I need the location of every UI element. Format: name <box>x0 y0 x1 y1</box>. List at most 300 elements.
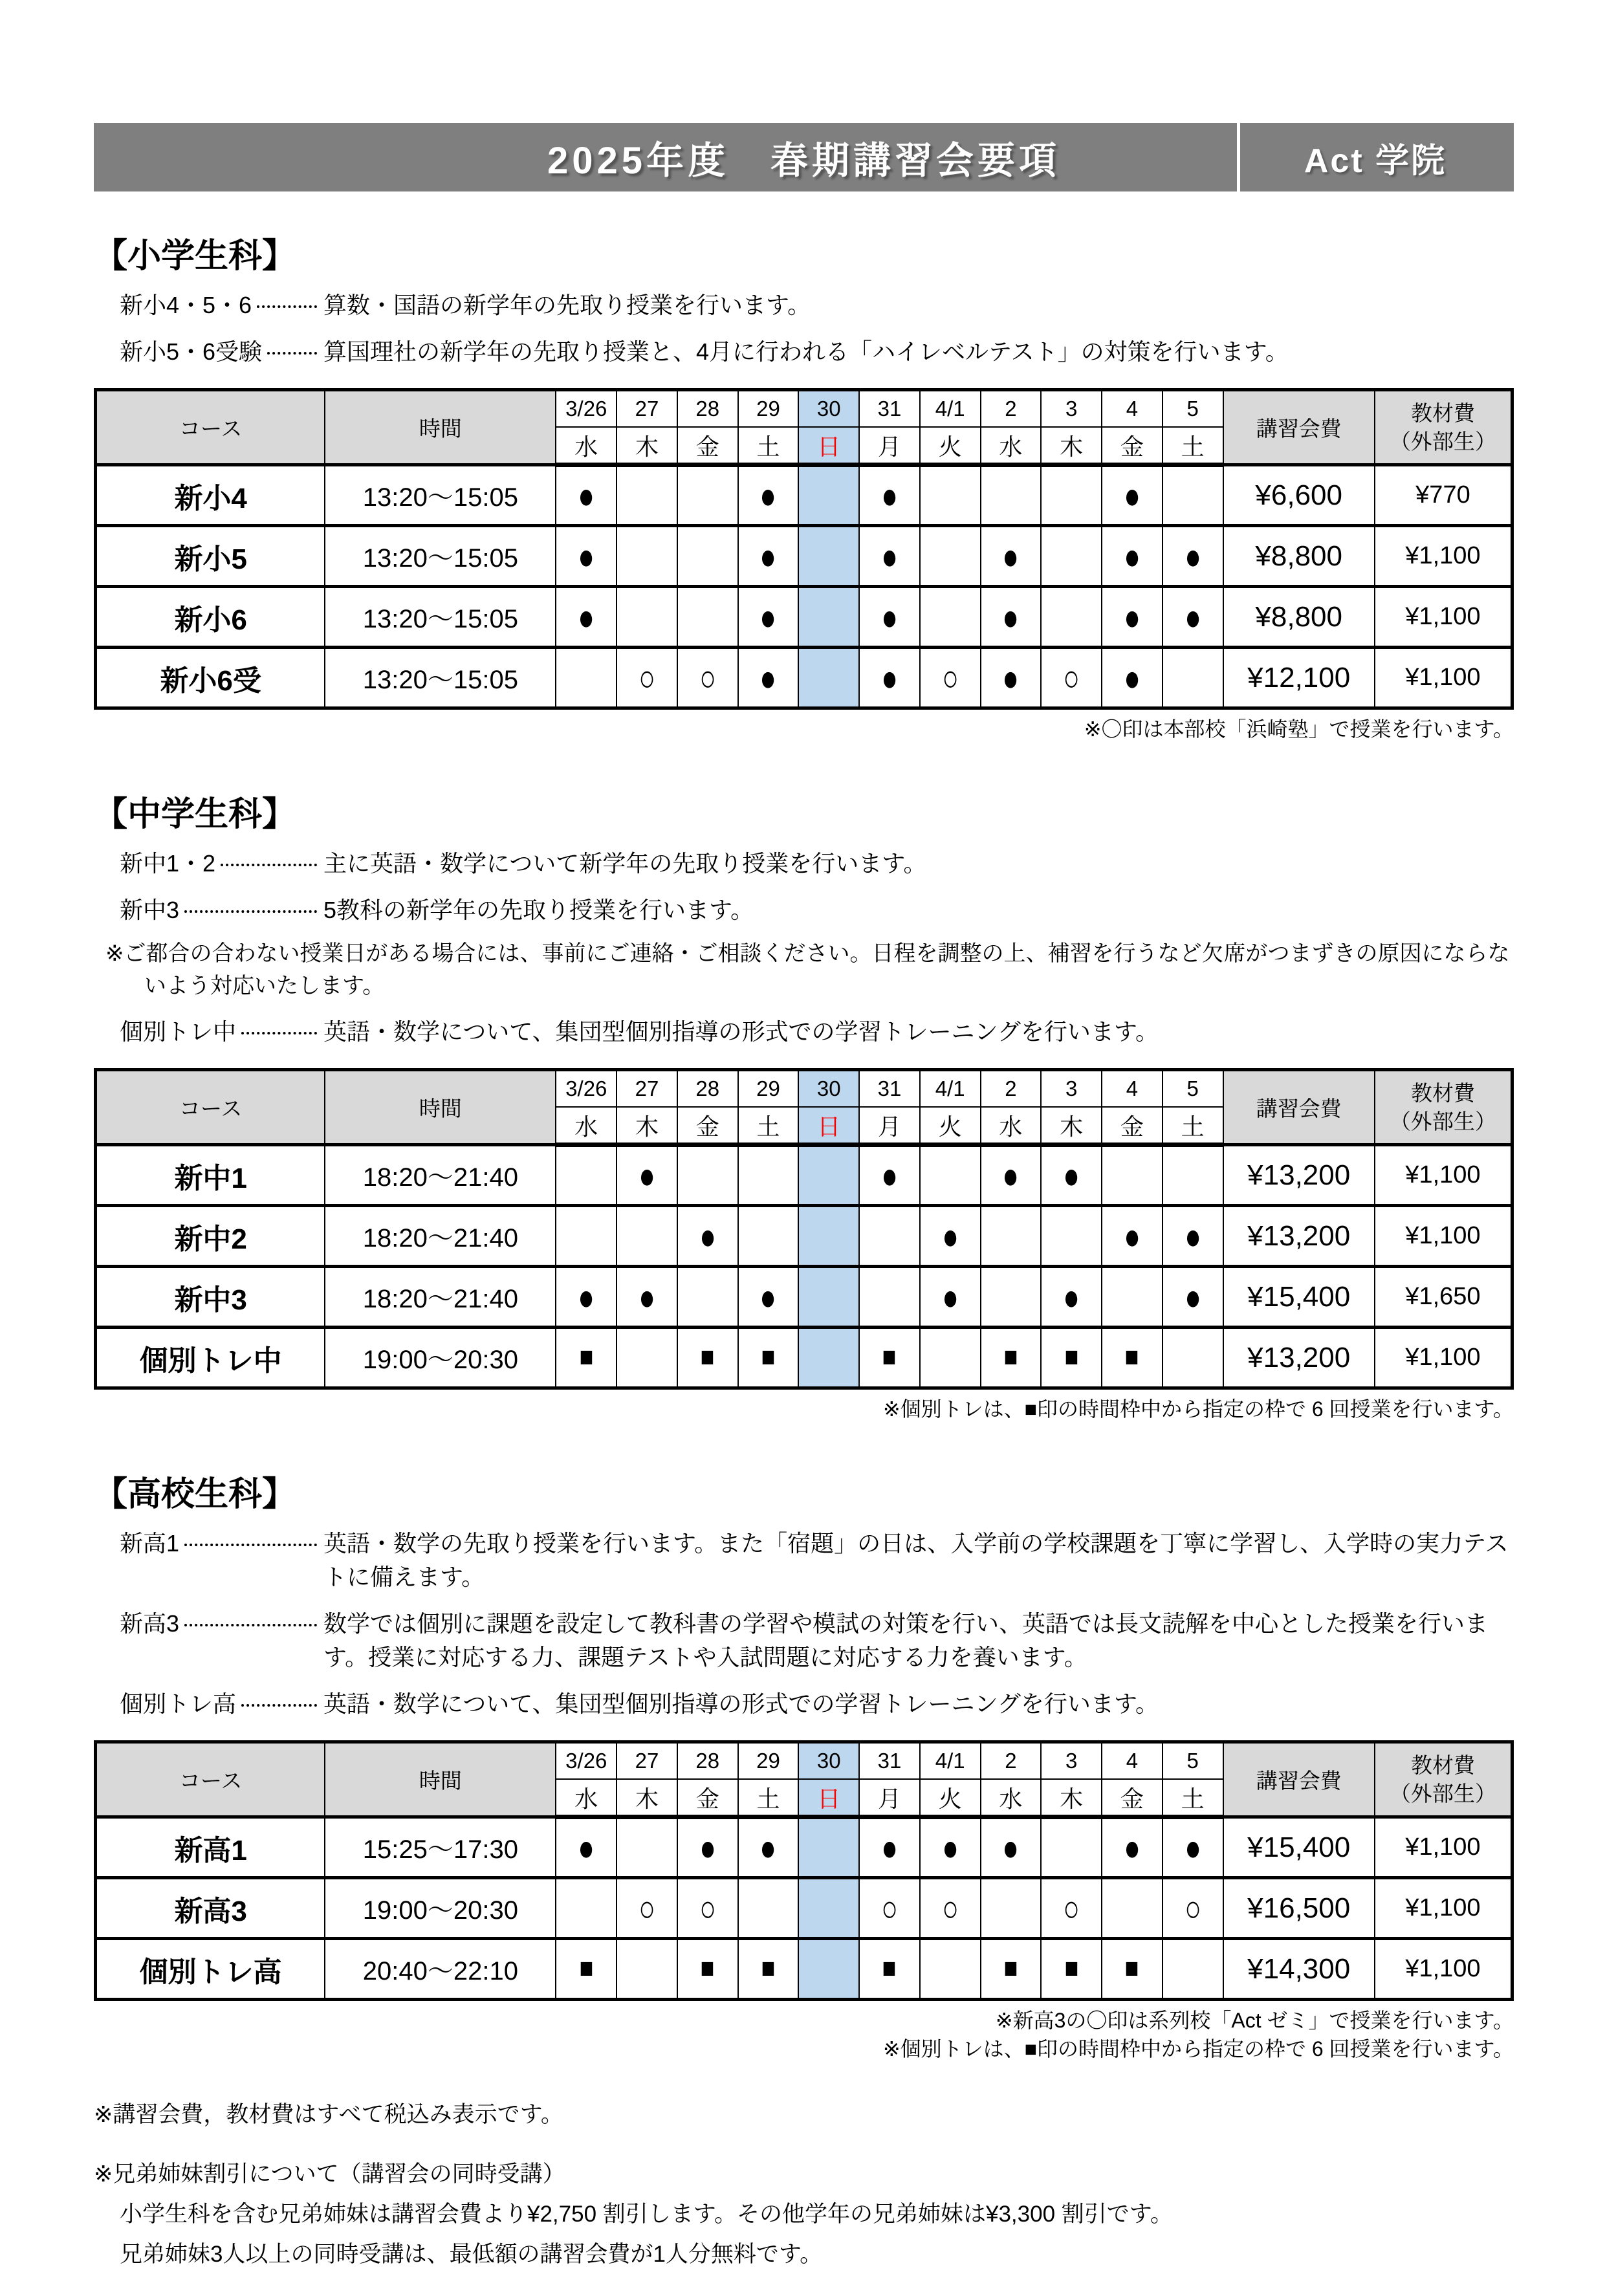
dot-mark-icon: ● <box>578 474 595 517</box>
table-row <box>96 648 1512 708</box>
sections-container <box>94 237 1514 2063</box>
table-row <box>96 1878 1512 1939</box>
mark-cell <box>1041 1267 1102 1328</box>
course-cell: 個別トレ高 <box>96 1939 325 2000</box>
circle-mark-icon: ○ <box>1063 657 1080 699</box>
mark-cell <box>981 1939 1042 2000</box>
date-header-cell: 4/1 <box>920 1742 981 1780</box>
def-label <box>120 289 323 322</box>
date-header-cell: 3/26 <box>556 390 617 428</box>
date-header-cell: 3/26 <box>556 1742 617 1780</box>
date-header-cell: 30 <box>798 1742 859 1780</box>
time-cell: 13:20～15:05 <box>325 526 556 587</box>
col-header-fee: 講習会費 <box>1223 1742 1375 1817</box>
dot-mark-icon: ● <box>1124 596 1141 638</box>
time-cell: 20:40～22:10 <box>325 1939 556 2000</box>
date-header-cell: 31 <box>859 390 920 428</box>
date-header-cell: 28 <box>677 1742 738 1780</box>
mark-cell <box>1041 648 1102 708</box>
mark-cell <box>798 1267 859 1328</box>
material-cell: ¥770 <box>1375 465 1512 526</box>
mark-cell <box>556 1206 617 1267</box>
time-cell: 15:25～17:30 <box>325 1817 556 1878</box>
table-footnotes <box>94 2006 1514 2063</box>
material-header-line: （外部生） <box>1389 1781 1496 1806</box>
date-header-cell: 2 <box>981 1742 1042 1780</box>
square-mark-icon: ■ <box>882 1952 897 1985</box>
date-header-cell: 28 <box>677 390 738 428</box>
mark-cell <box>1041 1206 1102 1267</box>
mark-cell <box>556 1817 617 1878</box>
material-header-line: 教材費 <box>1410 400 1475 425</box>
time-cell: 13:20～15:05 <box>325 465 556 526</box>
mark-cell <box>920 587 981 648</box>
mark-cell <box>1163 587 1223 648</box>
mark-cell <box>1102 587 1163 648</box>
mark-cell <box>1041 1328 1102 1388</box>
brand-label: Act 学院 <box>1304 142 1447 180</box>
mark-cell <box>981 1878 1042 1939</box>
mark-cell <box>981 526 1042 587</box>
def-term: 個別トレ中 <box>120 1018 237 1045</box>
mark-cell <box>1102 1817 1163 1878</box>
date-header-cell: 5 <box>1163 1742 1223 1780</box>
table-footnote: ※新高3の〇印は系列校「Act ゼミ」で授業を行います。 <box>995 2009 1514 2032</box>
day-header-cell: 木 <box>1041 1107 1102 1145</box>
mark-cell <box>1102 1328 1163 1388</box>
fee-cell: ¥14,300 <box>1223 1939 1375 2000</box>
mark-cell <box>1163 1878 1223 1939</box>
mark-cell <box>1041 526 1102 587</box>
mark-cell <box>981 1267 1042 1328</box>
mark-cell <box>556 648 617 708</box>
material-header-line: （外部生） <box>1389 1109 1496 1133</box>
mark-cell <box>677 465 738 526</box>
section-title: 【高校生科】 <box>94 1476 296 1513</box>
def-description: 数学では個別に課題を設定して教科書の学習や模試の対策を行い、英語では長文読解を中心とした授業を行います。授業に対応する力、課題テストや入試問題に対応する力を養います。 <box>323 1610 1489 1670</box>
def-description: 算数・国語の新学年の先取り授業を行います。 <box>323 292 811 318</box>
mark-cell <box>981 1328 1042 1388</box>
table-row <box>96 1939 1512 2000</box>
mark-cell <box>859 587 920 648</box>
dot-mark-icon: ● <box>1124 1215 1141 1257</box>
section-junior-high <box>94 795 1514 1423</box>
dot-mark-icon: ● <box>881 1826 898 1869</box>
course-cell: 新中1 <box>96 1145 325 1206</box>
section-title: 【小学生科】 <box>94 237 296 275</box>
mark-cell <box>1102 1206 1163 1267</box>
time-cell: 13:20～15:05 <box>325 587 556 648</box>
col-header-time: 時間 <box>325 1070 556 1145</box>
material-header-line: 教材費 <box>1410 1080 1475 1105</box>
sibling-discount-line: 兄弟姉妹3人以上の同時受講は、最低額の講習会費が1人分無料です。 <box>120 2242 823 2267</box>
date-header-cell: 27 <box>617 390 677 428</box>
dot-mark-icon: ● <box>1124 535 1141 577</box>
def-label <box>120 1015 323 1049</box>
mark-cell <box>738 587 799 648</box>
table-footnote: ※個別トレは、■印の時間枠中から指定の枠で 6 回授業を行います。 <box>882 2037 1514 2061</box>
fee-cell: ¥12,100 <box>1223 648 1375 708</box>
date-header-cell: 4/1 <box>920 390 981 428</box>
mark-cell <box>556 465 617 526</box>
mark-cell <box>617 1939 677 2000</box>
square-mark-icon: ■ <box>1124 1952 1139 1985</box>
day-header-cell: 木 <box>1041 427 1102 465</box>
day-header-cell: 土 <box>1163 1107 1223 1145</box>
def-row <box>94 893 1514 927</box>
mark-cell <box>981 1145 1042 1206</box>
mark-cell <box>1102 648 1163 708</box>
date-header-cell: 4/1 <box>920 1070 981 1108</box>
mark-cell <box>677 1328 738 1388</box>
dot-mark-icon: ● <box>881 596 898 638</box>
mark-cell <box>859 465 920 526</box>
time-cell: 13:20～15:05 <box>325 648 556 708</box>
table-row <box>96 587 1512 648</box>
day-header-cell: 土 <box>738 427 799 465</box>
date-header-cell: 29 <box>738 390 799 428</box>
dot-mark-icon: ● <box>881 657 898 699</box>
dot-mark-icon: ● <box>759 535 777 577</box>
mark-cell <box>1163 526 1223 587</box>
day-header-cell: 水 <box>556 427 617 465</box>
table-row <box>96 1145 1512 1206</box>
mark-cell <box>1041 1939 1102 2000</box>
col-header-course: コース <box>96 390 325 465</box>
dot-mark-icon: ● <box>1002 1826 1020 1869</box>
mark-cell <box>738 1878 799 1939</box>
date-header-cell: 27 <box>617 1070 677 1108</box>
table-row <box>96 1817 1512 1878</box>
mark-cell <box>798 648 859 708</box>
material-cell: ¥1,650 <box>1375 1267 1512 1328</box>
dotted-leader-icon <box>184 893 317 913</box>
day-header-cell: 木 <box>617 1779 677 1817</box>
course-cell: 新高3 <box>96 1878 325 1939</box>
date-header-cell: 29 <box>738 1070 799 1108</box>
mark-cell <box>617 587 677 648</box>
header-banner <box>94 123 1514 191</box>
dot-mark-icon: ● <box>699 1215 716 1257</box>
square-mark-icon: ■ <box>1003 1341 1018 1373</box>
mark-cell <box>859 648 920 708</box>
dot-mark-icon: ● <box>1184 1215 1201 1257</box>
fee-cell: ¥13,200 <box>1223 1206 1375 1267</box>
mark-cell <box>1163 648 1223 708</box>
mark-cell <box>1163 1206 1223 1267</box>
mark-cell <box>1041 587 1102 648</box>
square-mark-icon: ■ <box>882 1341 897 1373</box>
circle-mark-icon: ○ <box>881 1887 898 1929</box>
day-header-cell: 水 <box>981 427 1042 465</box>
mark-cell <box>1163 1145 1223 1206</box>
date-header-cell: 3 <box>1041 390 1102 428</box>
day-header-cell: 水 <box>981 1779 1042 1817</box>
dot-mark-icon: ● <box>699 1826 716 1869</box>
fee-cell: ¥13,200 <box>1223 1145 1375 1206</box>
mark-cell <box>920 1145 981 1206</box>
mark-cell <box>738 1939 799 2000</box>
mark-cell <box>738 1328 799 1388</box>
fee-cell: ¥8,800 <box>1223 587 1375 648</box>
mark-cell <box>677 526 738 587</box>
mark-cell <box>677 1206 738 1267</box>
schedule-table <box>94 388 1514 710</box>
date-header-cell: 29 <box>738 1742 799 1780</box>
circle-mark-icon: ○ <box>639 1887 655 1929</box>
mark-cell <box>859 1145 920 1206</box>
mark-cell <box>617 526 677 587</box>
mark-cell <box>617 1817 677 1878</box>
day-header-cell: 金 <box>677 427 738 465</box>
def-row <box>94 335 1514 369</box>
col-header-material <box>1375 1070 1512 1145</box>
day-header-cell: 土 <box>738 1779 799 1817</box>
day-header-cell: 火 <box>920 1107 981 1145</box>
def-term: 新中3 <box>120 897 180 923</box>
mark-cell <box>738 526 799 587</box>
tax-note: ※講習会費，教材費はすべて税込み表示です。 <box>94 2102 563 2127</box>
def-row <box>94 289 1514 322</box>
mark-cell <box>738 465 799 526</box>
time-cell: 19:00～20:30 <box>325 1328 556 1388</box>
col-header-time: 時間 <box>325 1742 556 1817</box>
day-header-cell: 金 <box>1102 1779 1163 1817</box>
dotted-leader-icon <box>221 847 317 866</box>
day-header-cell: 土 <box>738 1107 799 1145</box>
mark-cell <box>556 1878 617 1939</box>
section-high-school <box>94 1475 1514 2063</box>
dot-mark-icon: ● <box>1063 1154 1080 1197</box>
mark-cell <box>738 1817 799 1878</box>
dot-mark-icon: ● <box>1002 1154 1020 1197</box>
fee-cell: ¥16,500 <box>1223 1878 1375 1939</box>
material-cell: ¥1,100 <box>1375 526 1512 587</box>
circle-mark-icon: ○ <box>941 1887 959 1929</box>
section-title: 【中学生科】 <box>94 796 296 833</box>
sibling-discount-line: 小学生科を含む兄弟姉妹は講習会費より¥2,750 割引します。その他学年の兄弟姉妹は¥3,300 割引です。 <box>120 2202 1173 2227</box>
material-header-line: 教材費 <box>1410 1753 1475 1777</box>
mark-cell <box>920 648 981 708</box>
def-description: 算国理社の新学年の先取り授業と、4月に行われる「ハイレベルテスト」の対策を行います。 <box>323 338 1289 365</box>
date-header-cell: 31 <box>859 1070 920 1108</box>
day-header-cell: 月 <box>859 1107 920 1145</box>
time-cell: 18:20～21:40 <box>325 1206 556 1267</box>
mark-cell <box>617 1328 677 1388</box>
time-cell: 18:20～21:40 <box>325 1145 556 1206</box>
def-label <box>120 1607 323 1674</box>
mark-cell <box>617 465 677 526</box>
date-header-cell: 4 <box>1102 390 1163 428</box>
mark-cell <box>1041 1878 1102 1939</box>
def-label <box>120 1687 323 1721</box>
dot-mark-icon: ● <box>759 657 777 699</box>
dot-mark-icon: ● <box>941 1276 959 1318</box>
material-cell: ¥1,100 <box>1375 1939 1512 2000</box>
schedule-table <box>94 1740 1514 2001</box>
col-header-course: コース <box>96 1070 325 1145</box>
mark-cell <box>738 1267 799 1328</box>
dotted-leader-icon <box>257 289 317 308</box>
def-term: 新高3 <box>120 1610 180 1637</box>
mark-cell <box>981 1206 1042 1267</box>
course-cell: 新高1 <box>96 1817 325 1878</box>
material-cell: ¥1,100 <box>1375 587 1512 648</box>
col-header-fee: 講習会費 <box>1223 1070 1375 1145</box>
def-row <box>94 1015 1514 1049</box>
mark-cell <box>798 1939 859 2000</box>
fee-cell: ¥6,600 <box>1223 465 1375 526</box>
mark-cell <box>556 1267 617 1328</box>
mark-cell <box>798 1328 859 1388</box>
mark-cell <box>859 1939 920 2000</box>
table-row <box>96 1328 1512 1388</box>
mark-cell <box>859 1817 920 1878</box>
def-term: 新中1・2 <box>120 850 216 877</box>
def-label <box>120 893 323 927</box>
dot-mark-icon: ● <box>1184 1826 1201 1869</box>
mark-cell <box>798 1145 859 1206</box>
dot-mark-icon: ● <box>759 1276 777 1318</box>
day-header-cell: 日 <box>798 1779 859 1817</box>
dot-mark-icon: ● <box>1002 657 1020 699</box>
date-header-cell: 2 <box>981 390 1042 428</box>
day-header-cell: 水 <box>556 1107 617 1145</box>
day-header-cell: 金 <box>677 1107 738 1145</box>
dotted-leader-icon <box>241 1015 317 1034</box>
date-header-cell: 31 <box>859 1742 920 1780</box>
date-header-cell: 28 <box>677 1070 738 1108</box>
mark-cell <box>920 1328 981 1388</box>
course-cell: 個別トレ中 <box>96 1328 325 1388</box>
circle-mark-icon: ○ <box>699 657 716 699</box>
dotted-leader-icon <box>267 335 317 355</box>
course-cell: 新中2 <box>96 1206 325 1267</box>
mark-cell <box>677 1817 738 1878</box>
table-footnote: ※〇印は本部校「浜崎塾」で授業を行います。 <box>1084 717 1514 741</box>
dotted-leader-icon <box>241 1687 317 1707</box>
mark-cell <box>1163 465 1223 526</box>
circle-mark-icon: ○ <box>699 1887 716 1929</box>
banner-title: 2025年度 春期講習会要項 <box>547 140 1061 182</box>
mark-cell <box>981 648 1042 708</box>
mark-cell <box>981 1817 1042 1878</box>
mark-cell <box>1041 1145 1102 1206</box>
mark-cell <box>798 1878 859 1939</box>
mark-cell <box>981 587 1042 648</box>
dot-mark-icon: ● <box>881 474 898 517</box>
course-cell: 新小6 <box>96 587 325 648</box>
mark-cell <box>617 1267 677 1328</box>
dot-mark-icon: ● <box>1184 596 1201 638</box>
square-mark-icon: ■ <box>1064 1341 1079 1373</box>
mark-cell <box>556 1939 617 2000</box>
square-mark-icon: ■ <box>1124 1341 1139 1373</box>
mark-cell <box>859 1206 920 1267</box>
mark-cell <box>556 1328 617 1388</box>
square-mark-icon: ■ <box>700 1341 715 1373</box>
mark-cell <box>556 587 617 648</box>
day-header-cell: 木 <box>1041 1779 1102 1817</box>
mark-cell <box>1102 465 1163 526</box>
mark-cell <box>981 465 1042 526</box>
day-header-cell: 土 <box>1163 1779 1223 1817</box>
square-mark-icon: ■ <box>579 1952 594 1985</box>
def-term: 個別トレ高 <box>120 1690 237 1717</box>
def-term: 新高1 <box>120 1530 180 1557</box>
mark-cell <box>920 1817 981 1878</box>
section-note: ※ご都合の合わない授業日がある場合には、事前にご連絡・ご相談ください。日程を調整の上、補習を行うなど欠席がつまずきの原因にならないよう対応いたします。 <box>105 941 1510 998</box>
date-header-cell: 5 <box>1163 1070 1223 1108</box>
material-cell: ¥1,100 <box>1375 1145 1512 1206</box>
def-label <box>120 847 323 880</box>
day-header-cell: 金 <box>677 1779 738 1817</box>
day-header-cell: 木 <box>617 1107 677 1145</box>
square-mark-icon: ■ <box>761 1341 776 1373</box>
material-cell: ¥1,100 <box>1375 648 1512 708</box>
date-header-cell: 3 <box>1041 1742 1102 1780</box>
mark-cell <box>920 1206 981 1267</box>
material-cell: ¥1,100 <box>1375 1878 1512 1939</box>
mark-cell <box>859 1328 920 1388</box>
square-mark-icon: ■ <box>761 1952 776 1985</box>
mark-cell <box>798 526 859 587</box>
dot-mark-icon: ● <box>578 535 595 577</box>
mark-cell <box>677 1878 738 1939</box>
time-cell: 18:20～21:40 <box>325 1267 556 1328</box>
mark-cell <box>920 1878 981 1939</box>
dot-mark-icon: ● <box>1063 1276 1080 1318</box>
day-header-cell: 火 <box>920 1779 981 1817</box>
mark-cell <box>617 1145 677 1206</box>
mark-cell <box>1102 1145 1163 1206</box>
mark-cell <box>798 587 859 648</box>
date-header-cell: 30 <box>798 1070 859 1108</box>
mark-cell <box>798 1206 859 1267</box>
dot-mark-icon: ● <box>759 1826 777 1869</box>
mark-cell <box>617 1206 677 1267</box>
mark-cell <box>859 1878 920 1939</box>
mark-cell <box>738 1206 799 1267</box>
mark-cell <box>1163 1328 1223 1388</box>
mark-cell <box>920 465 981 526</box>
date-header-cell: 5 <box>1163 390 1223 428</box>
mark-cell <box>738 1145 799 1206</box>
mark-cell <box>556 1145 617 1206</box>
def-description: 英語・数学について、集団型個別指導の形式での学習トレーニングを行います。 <box>323 1690 1159 1717</box>
circle-mark-icon: ○ <box>639 657 655 699</box>
material-cell: ¥1,100 <box>1375 1817 1512 1878</box>
material-cell: ¥1,100 <box>1375 1206 1512 1267</box>
col-header-material <box>1375 390 1512 465</box>
date-header-cell: 2 <box>981 1070 1042 1108</box>
fee-cell: ¥13,200 <box>1223 1328 1375 1388</box>
dot-mark-icon: ● <box>881 1154 898 1197</box>
day-header-cell: 金 <box>1102 1107 1163 1145</box>
dot-mark-icon: ● <box>578 596 595 638</box>
dot-mark-icon: ● <box>1002 535 1020 577</box>
dot-mark-icon: ● <box>1124 657 1141 699</box>
course-cell: 新小5 <box>96 526 325 587</box>
mark-cell <box>677 1145 738 1206</box>
mark-cell <box>1041 1817 1102 1878</box>
mark-cell <box>617 648 677 708</box>
mark-cell <box>1102 1267 1163 1328</box>
circle-mark-icon: ○ <box>1184 1887 1201 1929</box>
square-mark-icon: ■ <box>700 1952 715 1985</box>
day-header-cell: 水 <box>981 1107 1042 1145</box>
mark-cell <box>1163 1817 1223 1878</box>
